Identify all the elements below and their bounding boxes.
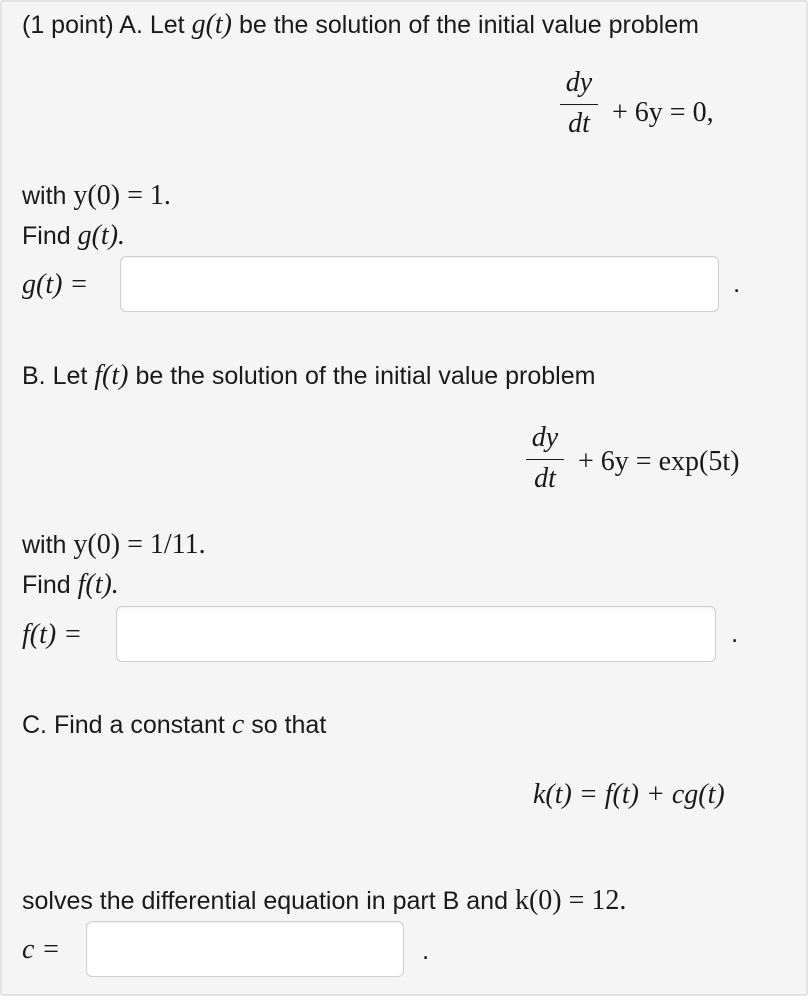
condition-a-value: y(0) = 1. — [73, 180, 171, 211]
equation-b-rest: + 6y = exp(5t) — [578, 446, 740, 477]
answer-a-label: g(t) = — [22, 269, 89, 300]
g-function: g(t) — [191, 9, 232, 40]
answer-a-input[interactable] — [120, 256, 719, 312]
answer-c-terminator: . — [422, 935, 430, 965]
part-c-condition — [22, 886, 626, 916]
equation-b-denominator: dt — [534, 463, 556, 494]
find-a-function: g(t). — [77, 220, 126, 251]
find-label: Find — [22, 222, 71, 250]
answer-c-label: c = — [22, 934, 61, 965]
part-c-tail: so that — [251, 711, 327, 739]
answer-b-input[interactable] — [116, 606, 716, 662]
with-label: with — [22, 182, 67, 210]
find-a — [22, 221, 125, 251]
equation-a-denominator: dt — [568, 108, 590, 139]
points-label: (1 point) A. Let — [22, 11, 185, 39]
answer-b-label: f(t) = — [22, 619, 83, 650]
c-variable: c — [231, 709, 245, 740]
part-b-intro — [22, 361, 595, 391]
answer-b-terminator: . — [731, 618, 739, 648]
equation-b-fraction — [526, 423, 564, 494]
part-b-lead: B. Let — [22, 362, 88, 390]
find-label: Find — [22, 571, 71, 599]
condition-a — [22, 181, 171, 211]
fraction-bar — [560, 104, 598, 105]
equation-c: k(t) = f(t) + cg(t) — [533, 779, 725, 810]
condition-c-value: k(0) = 12. — [514, 885, 627, 916]
solves-text: solves the differential equation in part B and — [22, 887, 508, 915]
condition-b-value: y(0) = 1/11. — [73, 529, 206, 560]
find-b — [22, 570, 119, 600]
part-c-lead: C. Find a constant — [22, 711, 225, 739]
with-label: with — [22, 531, 67, 559]
part-b-tail: be the solution of the initial value problem — [135, 362, 596, 390]
equation-a-rest: + 6y = 0, — [612, 97, 714, 128]
answer-a-terminator: . — [733, 268, 741, 298]
part-c-intro — [22, 710, 326, 740]
f-function: f(t) — [94, 360, 129, 391]
find-b-function: f(t). — [77, 569, 119, 600]
header-tail: be the solution of the initial value problem — [238, 11, 699, 39]
condition-b — [22, 530, 206, 560]
equation-a-fraction — [560, 68, 598, 139]
fraction-bar — [526, 459, 564, 460]
problem-header — [22, 10, 699, 40]
answer-c-input[interactable] — [86, 921, 404, 977]
equation-a-numerator: dy — [565, 67, 593, 98]
equation-b-numerator: dy — [531, 422, 559, 453]
